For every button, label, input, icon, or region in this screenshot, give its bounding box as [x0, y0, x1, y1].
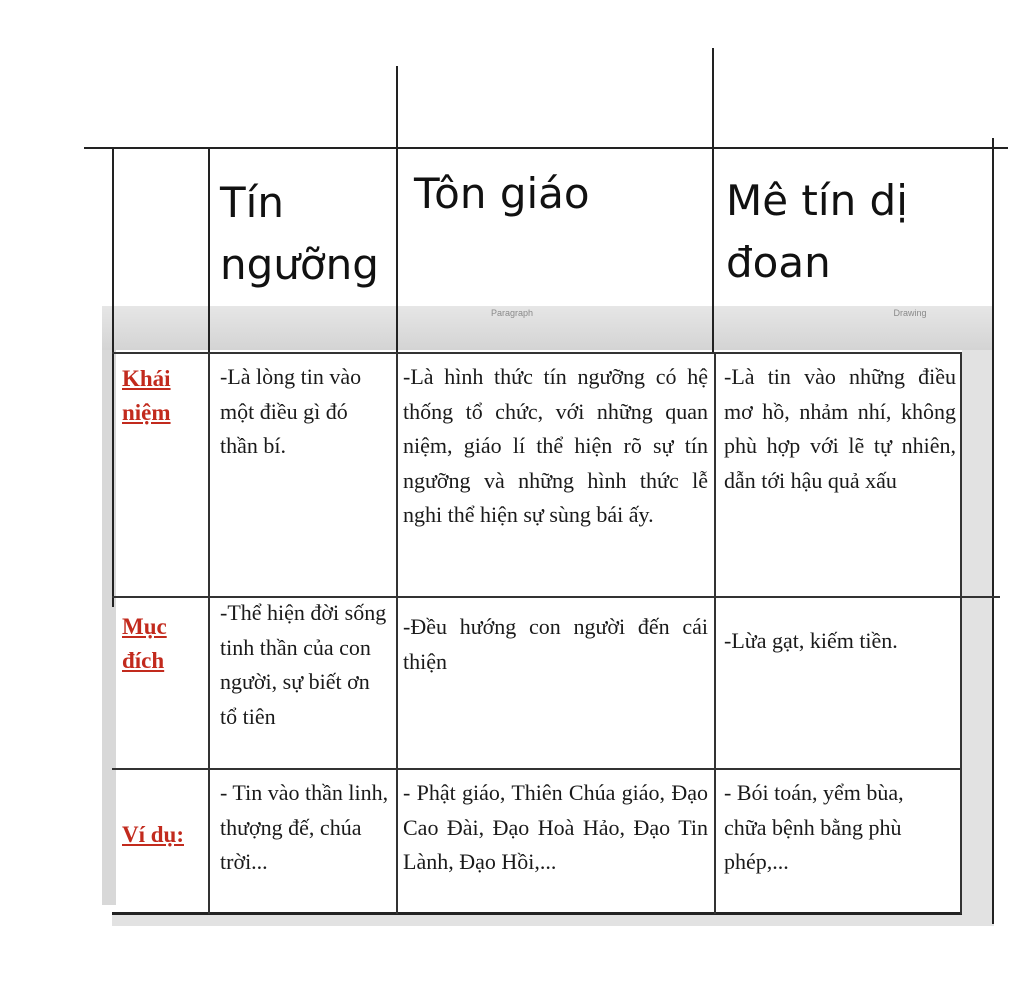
- header-me-tin-di-doan: Mê tín dị đoan: [726, 176, 908, 287]
- cell-muc-dich-me-tin: -Lừa gạt, kiếm tiền.: [724, 628, 898, 653]
- cell-muc-dich-ton-giao: -Đều hướng con người đến cái thiện: [403, 614, 708, 674]
- cell-khai-niem-me-tin: -Là tin vào những điều mơ hồ, nhảm nhí, không phù hợp với lẽ tự nhiên, dẫn tới hậu quả xấu: [724, 364, 956, 493]
- row-label-muc-dich: Mục đích: [122, 614, 167, 673]
- row-label-khai-niem: Khái niệm: [122, 366, 171, 425]
- ribbon-group-label: Drawing: [893, 308, 927, 318]
- table-col-border: [396, 352, 398, 914]
- cell-vi-du-ton-giao: - Phật giáo, Thiên Chúa giáo, Đạo Cao Đài, Đạo Hoà Hảo, Đạo Tin Lành, Đạo Hồi,...: [403, 780, 708, 874]
- header-col-line: [712, 48, 714, 354]
- cell-khai-niem-tin-nguong: -Là lòng tin vào một điều gì đó thần bí.: [220, 364, 362, 458]
- page-shadow-right: [962, 350, 994, 922]
- table-bottom-border: [112, 912, 962, 915]
- ribbon-group-label: Paragraph: [490, 308, 534, 318]
- header-ton-giao: Tôn giáo: [414, 169, 590, 218]
- table-row-border: [112, 768, 962, 770]
- cell-vi-du-me-tin: - Bói toán, yểm bùa, chữa bệnh bằng phù phép,...: [724, 780, 904, 874]
- table-col-border: [208, 352, 210, 914]
- cell-vi-du-tin-nguong: - Tin vào thần linh, thượng đế, chúa trời...: [220, 780, 389, 874]
- table-right-border: [960, 352, 962, 914]
- table-top-border: [112, 352, 962, 354]
- header-top-line: [84, 147, 1008, 149]
- header-tin-nguong: Tín ngưỡng: [220, 178, 379, 289]
- row-label-vi-du: Ví dụ:: [122, 822, 184, 847]
- cell-muc-dich-tin-nguong: -Thể hiện đời sống tinh thần của con người, sự biết ơn tổ tiên: [220, 600, 387, 729]
- header-col-line: [396, 66, 398, 356]
- header-col-line: [112, 147, 114, 607]
- page-shadow-bottom: [112, 914, 994, 926]
- header-col-line: [992, 138, 994, 924]
- cell-khai-niem-ton-giao: -Là hình thức tín ngưỡng có hệ thống tổ chức, với những quan niệm, giáo lí thể hiện rõ sự tín ngưỡng và những hình thức lễ nghi thể hiện sự sùng bái ấy.: [403, 364, 708, 527]
- table-col-border: [714, 352, 716, 914]
- ribbon-strip: [102, 306, 994, 350]
